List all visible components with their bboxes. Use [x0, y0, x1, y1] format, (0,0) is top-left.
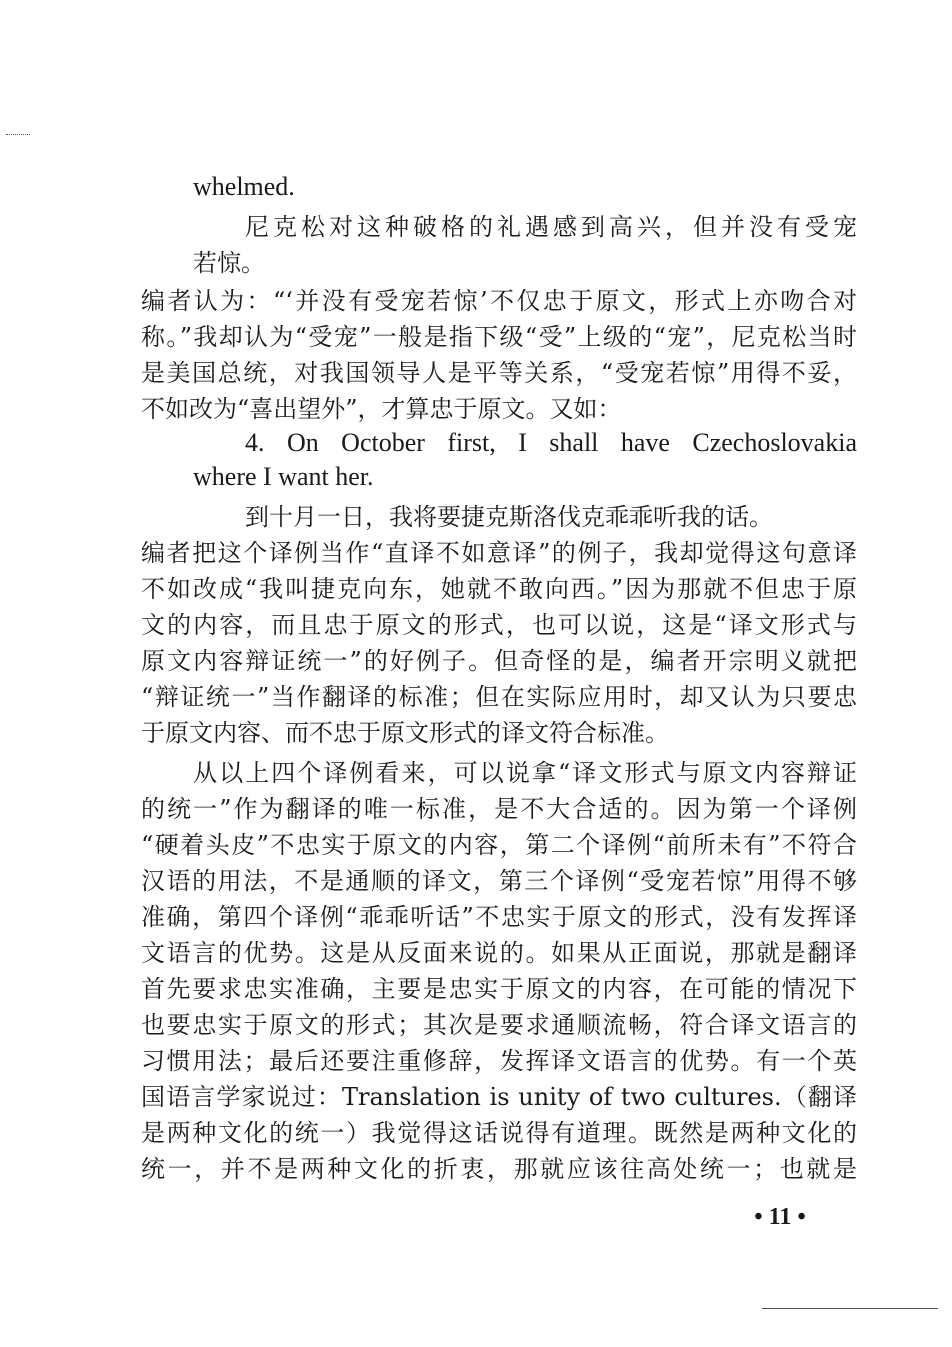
text-line: 于原文内容、而不忠于原文形式的译文符合标准。 — [141, 719, 669, 747]
text-line: 不如改为“喜出望外”，才算忠于原文。又如： — [141, 395, 622, 423]
text-line: 汉语的用法，不是通顺的译文，第三个译例“受宠若惊”用得不够 — [141, 867, 857, 895]
text-line: 首先要求忠实准确，主要是忠实于原文的内容，在可能的情况下 — [141, 975, 857, 1003]
text-line: 是美国总统，对我国领导人是平等关系，“受宠若惊”用得不妥， — [141, 359, 857, 387]
text-line: 是两种文化的统一）我觉得这话说得有道理。既然是两种文化的 — [141, 1119, 857, 1147]
text-line: 不如改成“我叫捷克向东，她就不敢向西。”因为那就不但忠于原 — [141, 575, 857, 603]
text-line: “硬着头皮”不忠实于原文的内容，第二个译例“前所未有”不符合 — [141, 831, 857, 859]
text-line: 习惯用法；最后还要注重修辞，发挥译文语言的优势。有一个英 — [141, 1047, 857, 1075]
text-line: “辩证统一”当作翻译的标准；但在实际应用时，却又认为只要忠 — [141, 683, 857, 711]
footer-rule — [762, 1308, 938, 1309]
text-line: 的统一”作为翻译的唯一标准，是不大合适的。因为第一个译例 — [141, 795, 857, 823]
example-source-line: 4. On October first, I shall have Czechoslovakia — [245, 428, 857, 457]
example-translation-line: 到十月一日，我将要捷克斯洛伐克乖乖听我的话。 — [245, 503, 773, 531]
text-line: 也要忠实于原文的形式；其次是要求通顺流畅，符合译文语言的 — [141, 1011, 857, 1039]
example-source-line: where I want her. — [193, 462, 374, 491]
text-line: 文语言的优势。这是从反面来说的。如果从正面说，那就是翻译 — [141, 939, 857, 967]
text-line: 编者认为：“‘并没有受宠若惊’不仅忠于原文，形式上亦吻合对 — [141, 287, 857, 315]
scan-mark — [6, 134, 30, 139]
page-number: • 11 • — [754, 1204, 806, 1230]
text-line: 原文内容辩证统一”的好例子。但奇怪的是，编者开宗明义就把 — [141, 647, 857, 675]
text-line: 文的内容，而且忠于原文的形式，也可以说，这是“译文形式与 — [141, 611, 857, 639]
text-line: 称。”我却认为“受宠”一般是指下级“受”上级的“宠”，尼克松当时 — [141, 323, 857, 351]
quoted-translation-line: 若惊。 — [193, 249, 265, 277]
text-line: 统一，并不是两种文化的折衷，那就应该往高处统一；也就是 — [141, 1155, 857, 1183]
text-line: 准确，第四个译例“乖乖听话”不忠实于原文的形式，没有发挥译 — [141, 903, 857, 931]
quoted-translation-line: 尼克松对这种破格的礼遇感到高兴，但并没有受宠 — [245, 213, 857, 241]
text-line: whelmed. — [193, 172, 295, 201]
text-line: 国语言学家说过：Translation is unity of two cultures.（翻译 — [141, 1083, 857, 1111]
text-line: 编者把这个译例当作“直译不如意译”的例子，我却觉得这句意译 — [141, 539, 857, 567]
text-line: 从以上四个译例看来，可以说拿“译文形式与原文内容辩证 — [193, 759, 857, 787]
